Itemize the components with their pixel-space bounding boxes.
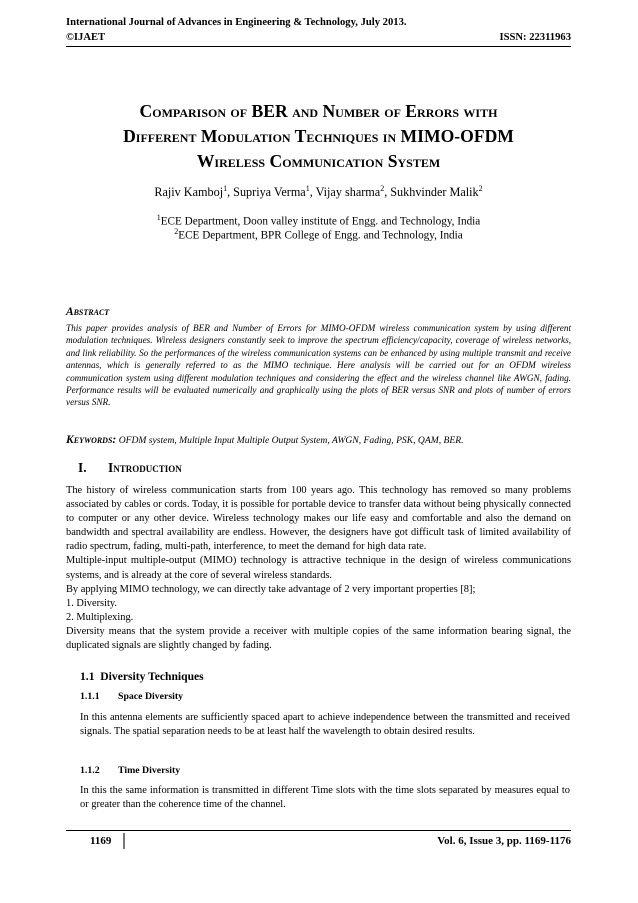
running-footer [66, 833, 571, 849]
title-line-3: Wireless Communication System [196, 151, 441, 171]
author-list [66, 181, 571, 200]
subsection-heading: 1.1 Diversity Techniques [80, 670, 204, 683]
header-rule [66, 46, 571, 47]
abstract-heading: Abstract [66, 306, 110, 318]
paragraph: Diversity means that the system provide a receiver with multiple copies of the same information bearing signal, the duplicated signals are slightly changed by fading. [66, 625, 571, 652]
author: Vijay sharma$^2$, [315, 184, 391, 200]
subsubsection-heading-time: 1.1.2 Time Diversity [80, 765, 181, 776]
running-header [66, 15, 571, 47]
affiliation-1: $^1$ECE Department, Doon valley institute of Engg. and Technology, India [156, 213, 481, 228]
space-diversity-body: In this antenna elements are sufficiently spaced apart to achieve independence between the transmitted and received signals. The spatial separation needs to be at least half the wavelength to obtain desired results. [80, 712, 570, 738]
footer-rule [66, 830, 571, 831]
introduction-body [66, 484, 571, 653]
journal-name: International Journal of Advances in Engineering & Technology, July 2013. [66, 17, 407, 28]
affiliation-2: $^2$ECE Department, BPR College of Engg. and Technology, India [174, 227, 463, 242]
paragraph: By applying MIMO technology, we can directly take advantage of 2 very important properties [8]; [66, 583, 476, 595]
abstract-body: This paper provides analysis of BER and Number of Errors for MIMO-OFDM wireless communication system by using different modulation techniques. Wireless designers constantly seek to improve the spectrum efficiency/capacity, coverage of wireless networks, and link reliability. So the performances of the wireless communication systems can be enhanced by using multiple transmit and receive antennas, which is generally referred to as the MIMO technique. Here analysis will be carried out for an OFDM wireless communication system using different modulation techniques and considering the effect and the wireless channel like AWGN, fading. Performance results will be evaluated numerically and graphically using the plots of BER versus SNR and plots of number of errors versus SNR. [66, 323, 571, 408]
paragraph: Multiple-input multiple-output (MIMO) technology is attractive technique in the design of wireless communications systems, and is already at the core of several wireless standards. [66, 555, 571, 581]
paragraph: The history of wireless communication starts from 100 years ago. This technology has removed so many problems associated by cables or cords. Today, it is possible for portable device to transfer data without being physically connected to computer or any other device. Wireless technology makes our life easy and comfortable and also the demand on bandwidth and spectral availability are endless. However, the designers have got difficult task of limited availability of radio spectrum, fading, multi-path, interference, to meet the demand for high data rate. [66, 485, 571, 553]
title-line-2: Different Modulation Techniques in MIMO-OFDM [123, 126, 514, 146]
section-title: Introduction [108, 460, 182, 475]
issn-label: ISSN: 22311963 [499, 32, 571, 43]
volume-info: Vol. 6, Issue 3, pp. 1169-1176 [437, 835, 571, 847]
keywords-text: OFDM system, Multiple Input Multiple Output System, AWGN, Fading, PSK, QAM, BER. [118, 435, 464, 446]
title-line-1: Comparison of BER and Number of Errors with [139, 101, 498, 121]
section-number: I. [78, 460, 87, 475]
footer-divider [123, 833, 125, 849]
author: Supriya Verma$^1$, [233, 184, 316, 200]
time-diversity-body: In this the same information is transmitted in different Time slots with the time slots separated by measures equal to or greater than the coherence time of the channel. [80, 785, 570, 811]
page-number: 1169 [90, 835, 112, 847]
list-item: 1. Diversity. [66, 597, 117, 609]
copyright-label: ©IJAET [66, 32, 106, 43]
list-item: 2. Multiplexing. [66, 611, 134, 623]
subsubsection-heading-space: 1.1.1 Space Diversity [80, 691, 184, 702]
introduction-heading [78, 460, 182, 476]
paper-title [66, 99, 571, 174]
keywords [66, 433, 576, 448]
author: Sukhvinder Malik$^2$ [390, 184, 483, 200]
author: Rajiv Kamboj$^1$, [154, 184, 234, 200]
keywords-heading: Keywords: [66, 433, 117, 446]
